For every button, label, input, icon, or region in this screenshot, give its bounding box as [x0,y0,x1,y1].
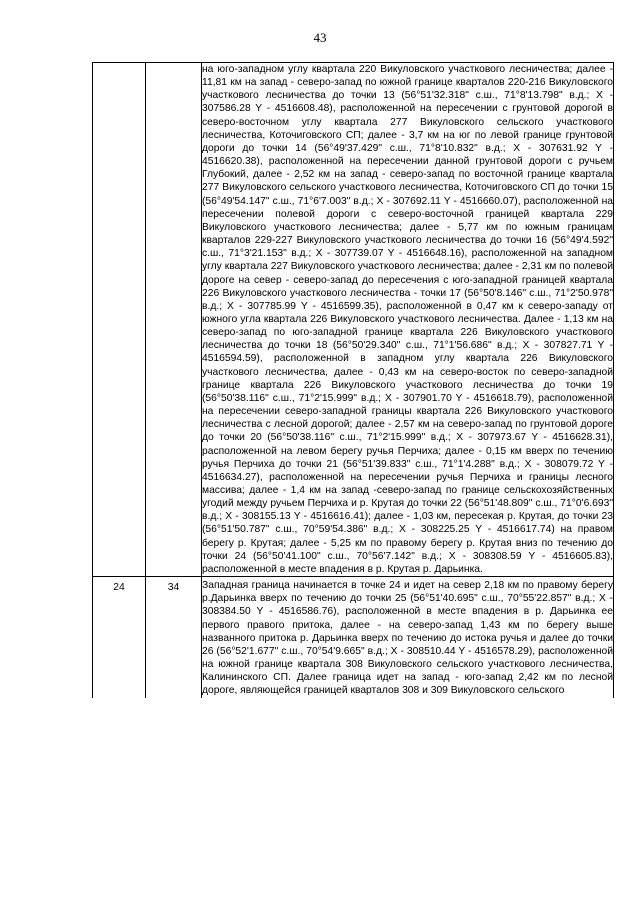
table-cell-boundary-description: Западная граница начинается в точке 24 и идет на север 2,18 км по правому берегу р.Дарьинка вверх по течению до точки 25 (56°51'40.695" с.ш., 70°55'22.857" в.д.; X - 308384.50 Y - 4516586.76), расположенной в месте впадения в р. Дарьинка ее первого правого притока, далее - на северо-запад 1,43 км по берегу выше названного притока р. Дарьинка вверх по течению до истока ручья и далее до точки 26 (56°52'1.677" с.ш., 70°54'9.665" в.д.; X - 308510.44 Y - 4516578.29), расположенной на южной границе квартала 308 Викуловского сельского участкового лесничества, Калининского СП. Далее граница идет на запад - юго-запад 2,42 км по лесной дороге, являющейся границей кварталов 308 и 309 Викуловского сельского [202,577,614,698]
table-cell-point-count: 34 [146,577,202,698]
table-row [93,577,614,698]
table-cell-point-from: 24 [93,577,146,698]
table-cell-point-from [93,63,146,577]
table-row [93,63,614,577]
boundary-description-table [92,62,614,698]
table-cell-point-count [146,63,202,577]
table-cell-boundary-description: на юго-западном углу квартала 220 Викуловского участкового лесничества; далее - 11,81 км на запад - северо-запад по южной границе кварталов 220-216 Викуловского участкового лесничества до точки 13 (56°51'32.318" с.ш., 71°8'13.798" в.д.; X - 307586.28 Y - 4516608.48), расположенной на пересечении с грунтовой дорогой в северо-восточном углу квартала 277 Викуловского сельского участкового лесничества, Коточиговского СП; далее - 3,7 км на юг по левой границе грунтовой дороги до точки 14 (56°49'37.429" с.ш., 71°8'10.832" в.д.; X - 307631.92 Y - 4516620.38), расположенной на пересечении данной грунтовой дороги с ручьем Глубокий, далее - 2,52 км на запад - северо-запад по восточной границе квартала 277 Викуловского сельского участкового лесничества, Коточиговского СП до точки 15 (56°49'54.147" с.ш., 71°6'7.003" в.д.; X - 307692.11 Y - 4516660.07), расположенной на пересечении полевой дороги с северо-восточной границей квартала 229 Викуловского участкового лесничества; далее - 5,77 км по южным границам кварталов 229-227 Викуловского участкового лесничества до точки 16 (56°49'4.592" с.ш., 71°3'21.153" в.д.; X - 307739.07 Y - 4516648.16), расположенной на западном углу квартала 227 Викуловского участкового лесничества; далее - 2,31 км по полевой дороге на север - северо-запад до пересечения с юго-западной границей квартала 226 Викуловского участкового лесничества - точки 17 (56°50'8.146" с.ш., 71°2'50.978" в.д.; X - 307785.99 Y - 4516599.35), расположенной в 0,47 км к северо-западу от южного угла квартала 226 Викуловского участкового лесничества. Далее - 1,13 км на северо-запад по юго-западной границе квартала 226 Викуловского участкового лесничества до точки 18 (56°50'29.340" с.ш., 71°1'56.686" в.д.; X - 307827.71 Y - 4516594.59), расположенной в западном углу квартала 226 Викуловского участкового лесничества, далее - 0,43 км на северо-восток по северо-западной границе квартала 226 Викуловского участкового лесничества до точки 19 (56°50'38.116" с.ш., 71°2'15.999" в.д.; X - 307901.70 Y - 4516618.79), расположенной на пересечении северо-западной границы квартала 226 Викуловского участкового лесничества с лесной дорогой; далее - 2,57 км на северо-запад по грунтовой дороге до точки 20 (56°50'38.116" с.ш., 71°2'15.999" в.д.; X - 307973.67 Y - 4516628.31), расположенной на левом берегу ручья Перчиха; далее - 0,15 км вверх по течению ручья Перчиха до точки 21 (56°51'39.833" с.ш., 71°1'4.288" в.д.; X - 308079.72 Y - 4516634.27), расположенной на пересечении ручья Перчиха и границы лесного массива; далее - 1,4 км на запад -северо-запад по границе сельскохозяйственных угодий между ручьем Перчиха и р. Крутая до точки 22 (56°51'48.809" с.ш., 71°0'6.693" в.д.; X - 308155.13 Y - 4516616.41); далее - 1,03 км, пересекая р. Крутая, до точки 23 (56°51'50.787" с.ш., 70°59'54.386" в.д.; X - 308225.25 Y - 4516617.74) на правом берегу р. Крутая; далее - 5,25 км по правому берегу р. Крутая вниз по течению до точки 24 (56°50'41.100" с.ш., 70°56'7.142" в.д.; X - 308308.59 Y - 4516605.83), расположенной в месте впадения в р. Крутая р. Дарьинка. [202,64,613,575]
page-number: 43 [313,30,327,45]
